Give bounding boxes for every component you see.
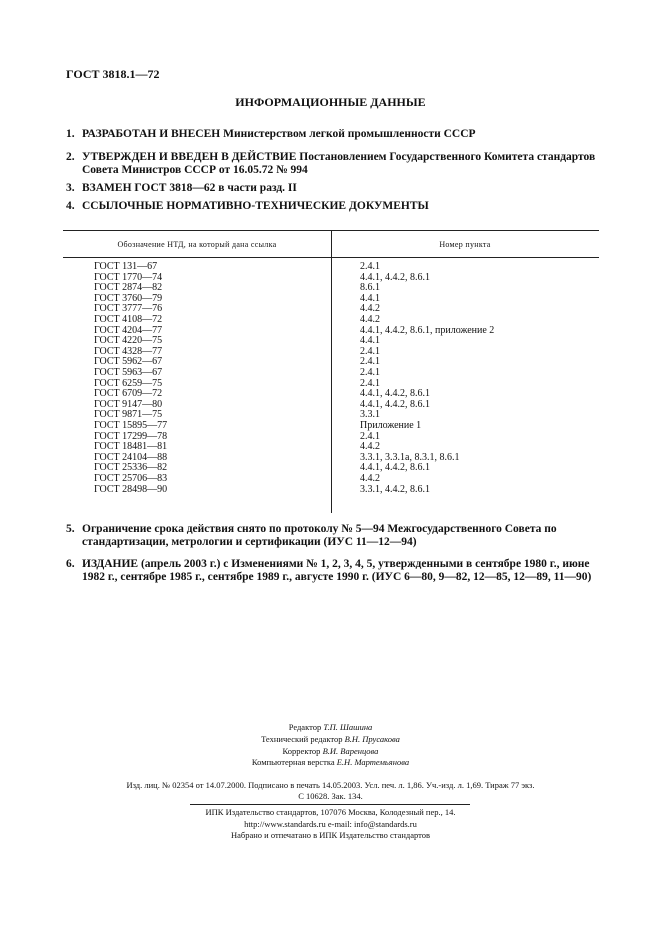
cell-document: ГОСТ 5962—67 xyxy=(94,356,163,368)
cell-clause: 4.4.1 xyxy=(360,335,380,347)
cell-document: ГОСТ 4108—72 xyxy=(94,314,163,325)
cell-document: ГОСТ 24104—88 xyxy=(94,451,168,463)
cell-document: ГОСТ 6709—72 xyxy=(94,388,163,400)
cell-document: ГОСТ 3760—79 xyxy=(94,292,163,304)
info-item-1 xyxy=(66,128,606,141)
cell-document: ГОСТ 5963—67 xyxy=(94,367,163,378)
cell-clause: 2.4.1 xyxy=(360,345,380,357)
layout-label: Компьютерная верстка xyxy=(251,757,335,767)
table-header-document: Обозначение НТД, на который дана ссылка xyxy=(117,240,277,249)
cell-document: ГОСТ 4328—77 xyxy=(94,345,163,357)
cell-document: ГОСТ 6259—75 xyxy=(94,377,163,389)
cell-clause: 4.4.2 xyxy=(360,473,380,484)
cell-clause: 4.4.1 xyxy=(360,292,380,304)
cell-document: ГОСТ 9147—80 xyxy=(94,398,163,410)
publisher-line-2: http://www.standards.ru e-mail: info@standards.ru xyxy=(244,819,417,829)
table-row xyxy=(63,262,599,273)
cell-clause: 4.4.2 xyxy=(360,441,380,453)
cell-clause: 4.4.1, 4.4.2, 8.6.1 xyxy=(360,271,430,283)
cell-document: ГОСТ 9871—75 xyxy=(94,409,163,421)
info-item-4 xyxy=(66,200,606,213)
cell-document: ГОСТ 131—67 xyxy=(94,261,158,272)
item-text: УТВЕРЖДЕН И ВВЕДЕН В ДЕЙСТВИЕ Постановлением Государственного Комитета стандартов Совета Министров СССР от 16.05.72 № 994 xyxy=(82,151,596,176)
cell-clause: 3.3.1, 3.3.1а, 8.3.1, 8.6.1 xyxy=(360,451,460,463)
layout-name: Е.Н. Мартемьянова xyxy=(336,757,410,767)
table-row xyxy=(63,485,599,496)
cell-clause: Приложение 1 xyxy=(360,420,422,431)
editor-label: Редактор xyxy=(288,722,322,732)
cell-document: ГОСТ 3777—76 xyxy=(94,303,163,315)
tech-editor-line xyxy=(0,734,661,744)
cell-document: ГОСТ 4220—75 xyxy=(94,335,163,347)
table-row xyxy=(63,474,599,485)
item-number: 4. xyxy=(66,200,75,212)
document-code: ГОСТ 3818.1—72 xyxy=(66,67,160,81)
footer-divider xyxy=(190,804,470,805)
print-info-line-2: С 10628. Зак. 134. xyxy=(298,791,363,801)
cell-document: ГОСТ 25336—82 xyxy=(94,462,168,474)
info-item-2 xyxy=(66,151,606,177)
tech-editor-label: Технический редактор xyxy=(261,734,343,744)
cell-document: ГОСТ 15895—77 xyxy=(94,420,168,431)
cell-clause: 4.4.1, 4.4.2, 8.6.1 xyxy=(360,388,430,400)
cell-clause: 4.4.2 xyxy=(360,303,380,315)
item-number: 6. xyxy=(66,558,75,570)
corrector-line xyxy=(0,746,661,756)
cell-document: ГОСТ 17299—78 xyxy=(94,430,168,442)
item-text: Ограничение срока действия снято по протоколу № 5—94 Межгосударственного Совета по стандартизации, метрологии и сертификации (ИУС 11—12—94) xyxy=(82,523,557,548)
cell-document: ГОСТ 25706—83 xyxy=(94,473,168,484)
layout-line xyxy=(0,757,661,767)
cell-clause: 2.4.1 xyxy=(360,261,380,272)
corrector-label: Корректор xyxy=(282,746,321,756)
table-row xyxy=(63,315,599,326)
cell-document: ГОСТ 1770—74 xyxy=(94,271,163,283)
cell-clause: 4.4.1, 4.4.2, 8.6.1, приложение 2 xyxy=(360,324,495,336)
cell-clause: 2.4.1 xyxy=(360,430,380,442)
item-text: ВЗАМЕН ГОСТ 3818—62 в части разд. II xyxy=(82,182,297,194)
cell-document: ГОСТ 28498—90 xyxy=(94,483,168,495)
table-row xyxy=(63,421,599,432)
item-number: 1. xyxy=(66,128,75,140)
item-number: 3. xyxy=(66,182,75,194)
cell-document: ГОСТ 2874—82 xyxy=(94,282,163,294)
publisher-line-3: Набрано и отпечатано в ИПК Издательство стандартов xyxy=(230,830,431,840)
publisher-line-1: ИПК Издательство стандартов, 107076 Москва, Колодезный пер., 14. xyxy=(205,807,456,817)
cell-clause: 3.3.1 xyxy=(360,409,380,421)
item-number: 2. xyxy=(66,151,75,163)
item-text: РАЗРАБОТАН И ВНЕСЕН Министерством легкой промышленности СССР xyxy=(82,128,476,140)
cell-clause: 4.4.1, 4.4.2, 8.6.1 xyxy=(360,462,430,474)
item-text: ССЫЛОЧНЫЕ НОРМАТИВНО-ТЕХНИЧЕСКИЕ ДОКУМЕНТЫ xyxy=(82,200,429,212)
cell-document: ГОСТ 18481—81 xyxy=(94,441,168,453)
cell-clause: 8.6.1 xyxy=(360,282,380,294)
cell-clause: 4.4.1, 4.4.2, 8.6.1 xyxy=(360,398,430,410)
editor-line xyxy=(0,722,661,732)
editor-name: Т.П. Шашина xyxy=(323,722,373,732)
cell-clause: 2.4.1 xyxy=(360,367,380,378)
info-item-6 xyxy=(66,558,606,584)
cell-clause: 3.3.1, 4.4.2, 8.6.1 xyxy=(360,483,430,495)
corrector-name: В.И. Варенцова xyxy=(322,746,379,756)
info-item-5 xyxy=(66,523,606,549)
print-info-line-1: Изд. лиц. № 02354 от 14.07.2000. Подписано в печать 14.05.2003. Усл. печ. л. 1,86. Уч.-изд. л. 1,69. Тираж 77 экз. xyxy=(126,780,535,790)
item-number: 5. xyxy=(66,523,75,535)
table-header-clause: Номер пункта xyxy=(439,240,491,249)
cell-document: ГОСТ 4204—77 xyxy=(94,324,163,336)
cell-clause: 2.4.1 xyxy=(360,377,380,389)
cell-clause: 4.4.2 xyxy=(360,314,380,325)
page-title: ИНФОРМАЦИОННЫЕ ДАННЫЕ xyxy=(235,95,426,109)
table-row xyxy=(63,368,599,379)
info-item-3 xyxy=(66,182,606,195)
item-text: ИЗДАНИЕ (апрель 2003 г.) с Изменениями № 1, 2, 3, 4, 5, утвержденными в сентябре 1980 г., июне 1982 г., сентябре 1985 г., сентябре 1989 г., августе 1990 г. (ИУС 6—80, 9—82, 12—85, 12—89, 11—90) xyxy=(82,558,592,583)
tech-editor-name: В.Н. Прусакова xyxy=(344,734,400,744)
cell-clause: 2.4.1 xyxy=(360,356,380,368)
